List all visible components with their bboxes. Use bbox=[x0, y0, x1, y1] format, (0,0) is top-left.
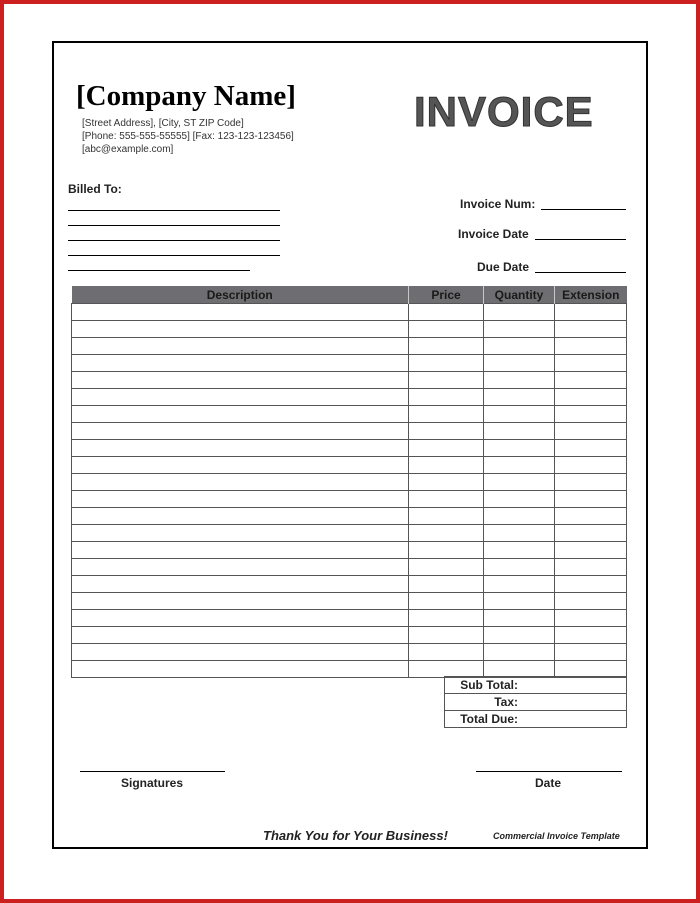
description-cell bbox=[72, 593, 409, 610]
table-row bbox=[72, 372, 627, 389]
extension-cell bbox=[555, 559, 627, 576]
due-date-label: Due Date bbox=[477, 260, 530, 274]
table-row bbox=[72, 423, 627, 440]
quantity-cell bbox=[484, 338, 555, 355]
description-cell bbox=[72, 610, 409, 627]
billed-to-line bbox=[68, 255, 280, 256]
table-row bbox=[72, 406, 627, 423]
table-row bbox=[72, 355, 627, 372]
company-address: [Street Address], [City, ST ZIP Code] bbox=[82, 118, 244, 129]
extension-cell bbox=[555, 457, 627, 474]
extension-cell bbox=[555, 576, 627, 593]
price-cell bbox=[409, 457, 484, 474]
description-cell bbox=[72, 525, 409, 542]
table-row bbox=[72, 525, 627, 542]
quantity-cell bbox=[484, 355, 555, 372]
price-cell bbox=[409, 610, 484, 627]
description-cell bbox=[72, 321, 409, 338]
extension-cell bbox=[555, 321, 627, 338]
extension-cell bbox=[555, 491, 627, 508]
billed-to-line bbox=[68, 225, 280, 226]
table-row bbox=[72, 542, 627, 559]
table-row bbox=[72, 610, 627, 627]
date-line bbox=[476, 771, 622, 772]
price-cell bbox=[409, 440, 484, 457]
extension-cell bbox=[555, 304, 627, 321]
extension-cell bbox=[555, 627, 627, 644]
price-cell bbox=[409, 389, 484, 406]
tax-label: Tax: bbox=[445, 694, 627, 711]
extension-cell bbox=[555, 338, 627, 355]
extension-cell bbox=[555, 423, 627, 440]
quantity-cell bbox=[484, 372, 555, 389]
quantity-cell bbox=[484, 389, 555, 406]
description-cell bbox=[72, 559, 409, 576]
thank-you-message: Thank You for Your Business! bbox=[263, 828, 448, 843]
price-cell bbox=[409, 406, 484, 423]
date-label: Date bbox=[535, 776, 562, 790]
price-cell bbox=[409, 355, 484, 372]
description-cell bbox=[72, 644, 409, 661]
quantity-cell bbox=[484, 576, 555, 593]
description-cell bbox=[72, 474, 409, 491]
quantity-cell bbox=[484, 304, 555, 321]
quantity-cell bbox=[484, 474, 555, 491]
billed-to-line bbox=[68, 210, 280, 211]
billed-to-line bbox=[68, 240, 280, 241]
price-cell bbox=[409, 593, 484, 610]
description-cell bbox=[72, 576, 409, 593]
extension-cell bbox=[555, 474, 627, 491]
table-header-row bbox=[72, 286, 627, 304]
extension-cell bbox=[555, 355, 627, 372]
description-cell bbox=[72, 440, 409, 457]
quantity-cell bbox=[484, 406, 555, 423]
total-due-label: Total Due: bbox=[445, 711, 627, 728]
invoice-title: INVOICE bbox=[414, 88, 594, 135]
invoice-date-label: Invoice Date bbox=[458, 227, 529, 241]
table-row bbox=[72, 338, 627, 355]
invoice-num-label: Invoice Num: bbox=[460, 197, 536, 211]
quantity-cell bbox=[484, 508, 555, 525]
extension-cell bbox=[555, 406, 627, 423]
table-row bbox=[72, 508, 627, 525]
price-cell bbox=[409, 559, 484, 576]
price-cell bbox=[409, 474, 484, 491]
quantity-cell bbox=[484, 593, 555, 610]
table-row bbox=[72, 440, 627, 457]
company-phone-fax: [Phone: 555-555-55555] [Fax: 123-123-123456] bbox=[82, 131, 294, 142]
header-price: Price bbox=[409, 286, 484, 304]
price-cell bbox=[409, 304, 484, 321]
billed-to-line bbox=[68, 270, 250, 271]
quantity-cell bbox=[484, 610, 555, 627]
description-cell bbox=[72, 457, 409, 474]
due-date-line bbox=[535, 272, 626, 273]
price-cell bbox=[409, 542, 484, 559]
description-cell bbox=[72, 542, 409, 559]
table-row bbox=[72, 593, 627, 610]
extension-cell bbox=[555, 593, 627, 610]
price-cell bbox=[409, 508, 484, 525]
extension-cell bbox=[555, 661, 627, 678]
table-row bbox=[72, 457, 627, 474]
quantity-cell bbox=[484, 627, 555, 644]
invoice-date-line bbox=[535, 239, 626, 240]
signature-line bbox=[80, 771, 225, 772]
billed-to-label: Billed To: bbox=[68, 182, 122, 196]
extension-cell bbox=[555, 508, 627, 525]
extension-cell bbox=[555, 389, 627, 406]
quantity-cell bbox=[484, 321, 555, 338]
quantity-cell bbox=[484, 661, 555, 678]
description-cell bbox=[72, 508, 409, 525]
extension-cell bbox=[555, 525, 627, 542]
line-items-table bbox=[71, 286, 627, 678]
extension-cell bbox=[555, 644, 627, 661]
table-row bbox=[72, 644, 627, 661]
table-row bbox=[72, 491, 627, 508]
totals-table bbox=[444, 676, 627, 728]
price-cell bbox=[409, 491, 484, 508]
description-cell bbox=[72, 627, 409, 644]
header-extension: Extension bbox=[555, 286, 627, 304]
quantity-cell bbox=[484, 559, 555, 576]
price-cell bbox=[409, 661, 484, 678]
description-cell bbox=[72, 423, 409, 440]
quantity-cell bbox=[484, 644, 555, 661]
table-row bbox=[72, 389, 627, 406]
table-row bbox=[72, 321, 627, 338]
subtotal-label: Sub Total: bbox=[445, 677, 627, 694]
description-cell bbox=[72, 389, 409, 406]
description-cell bbox=[72, 406, 409, 423]
table-row bbox=[72, 304, 627, 321]
company-email: [abc@example.com] bbox=[82, 144, 174, 155]
quantity-cell bbox=[484, 423, 555, 440]
template-note: Commercial Invoice Template bbox=[493, 831, 620, 841]
description-cell bbox=[72, 372, 409, 389]
extension-cell bbox=[555, 372, 627, 389]
price-cell bbox=[409, 338, 484, 355]
invoice-num-line bbox=[541, 209, 626, 210]
table-row bbox=[72, 576, 627, 593]
quantity-cell bbox=[484, 457, 555, 474]
price-cell bbox=[409, 627, 484, 644]
header-quantity: Quantity bbox=[484, 286, 555, 304]
extension-cell bbox=[555, 542, 627, 559]
table-row bbox=[72, 559, 627, 576]
description-cell bbox=[72, 491, 409, 508]
price-cell bbox=[409, 423, 484, 440]
header-description: Description bbox=[72, 286, 409, 304]
table-row bbox=[72, 661, 627, 678]
price-cell bbox=[409, 372, 484, 389]
extension-cell bbox=[555, 610, 627, 627]
quantity-cell bbox=[484, 542, 555, 559]
signatures-label: Signatures bbox=[121, 776, 184, 790]
description-cell bbox=[72, 304, 409, 321]
price-cell bbox=[409, 525, 484, 542]
price-cell bbox=[409, 576, 484, 593]
table-row bbox=[72, 474, 627, 491]
description-cell bbox=[72, 355, 409, 372]
price-cell bbox=[409, 644, 484, 661]
description-cell bbox=[72, 338, 409, 355]
quantity-cell bbox=[484, 440, 555, 457]
table-row bbox=[72, 627, 627, 644]
description-cell bbox=[72, 661, 409, 678]
company-name: [Company Name] bbox=[76, 80, 296, 112]
quantity-cell bbox=[484, 525, 555, 542]
quantity-cell bbox=[484, 491, 555, 508]
extension-cell bbox=[555, 440, 627, 457]
price-cell bbox=[409, 321, 484, 338]
